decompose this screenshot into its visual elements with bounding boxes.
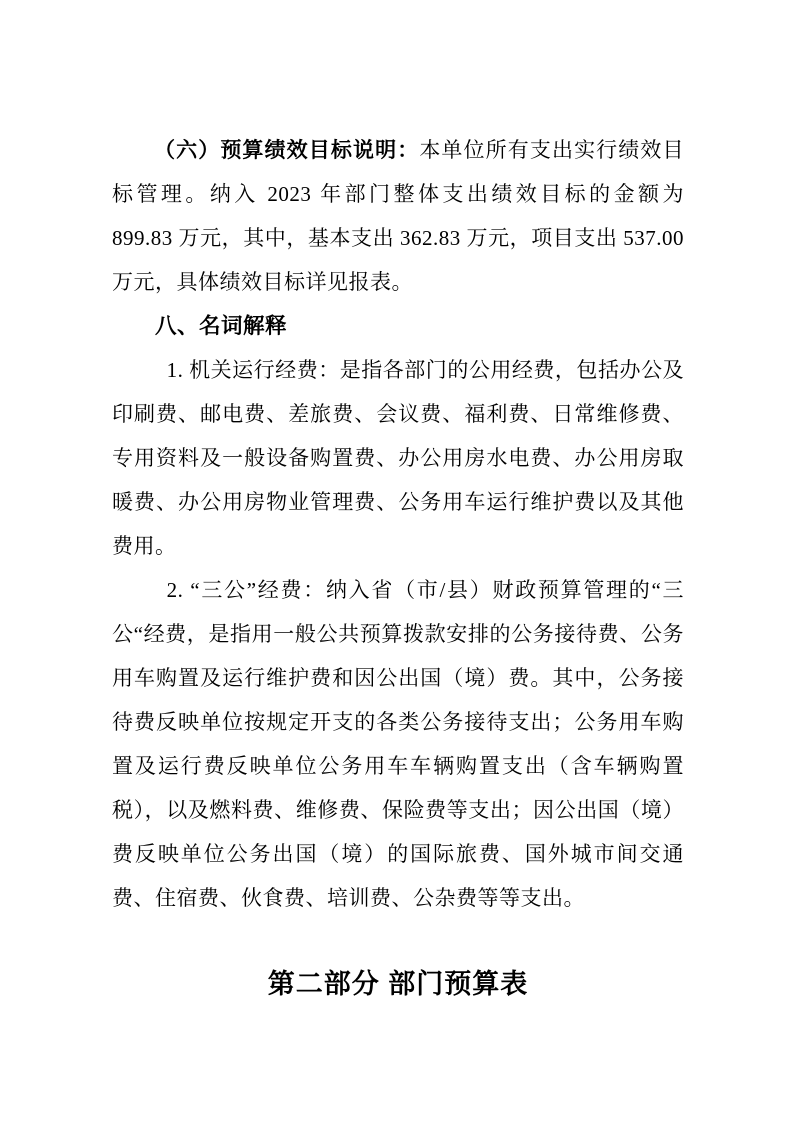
paragraph-performance-target-body: 本单位所有支出实行绩效目标管理。纳入 2023 年部门整体支出绩效目标的金额为 899.83 万元，其中，基本支出 362.83 万元，项目支出 537.00 万元，具体绩效目标详见报表。 [112, 138, 685, 294]
paragraph-term-agency-operating-funds: 1. 机关运行经费：是指各部门的公用经费，包括办公及印刷费、邮电费、差旅费、会议费、福利费、日常维修费、专用资料及一般设备购置费、办公用房水电费、办公用房取暖费、办公用房物业管理费、公务用车运行维护费以及其他费用。 [112, 358, 684, 558]
heading-glossary: 八、名词解释 [155, 314, 288, 338]
paragraph-term-three-public-expenses: 2. “三公”经费：纳入省（市/县）财政预算管理的“三公“经费，是指用一般公共预算拨款安排的公务接待费、公务用车购置及运行维护费和因公出国（境）费。其中，公务接待费反映单位按规定开支的各类公务接待支出；公务用车购置及运行费反映单位公务用车车辆购置支出（含车辆购置税），以及燃料费、维修费、保险费等支出；因公出国（境）费反映单位公务出国（境）的国际旅费、国外城市间交通费、住宿费、伙食费、培训费、公杂费等等支出。 [112, 578, 684, 910]
paragraph-performance-target-lead: （六）预算绩效目标说明： [154, 138, 420, 162]
document-content [112, 128, 684, 1006]
section-title-part-two: 第二部分 部门预算表 [267, 969, 529, 999]
paragraph-performance-target [112, 128, 684, 304]
